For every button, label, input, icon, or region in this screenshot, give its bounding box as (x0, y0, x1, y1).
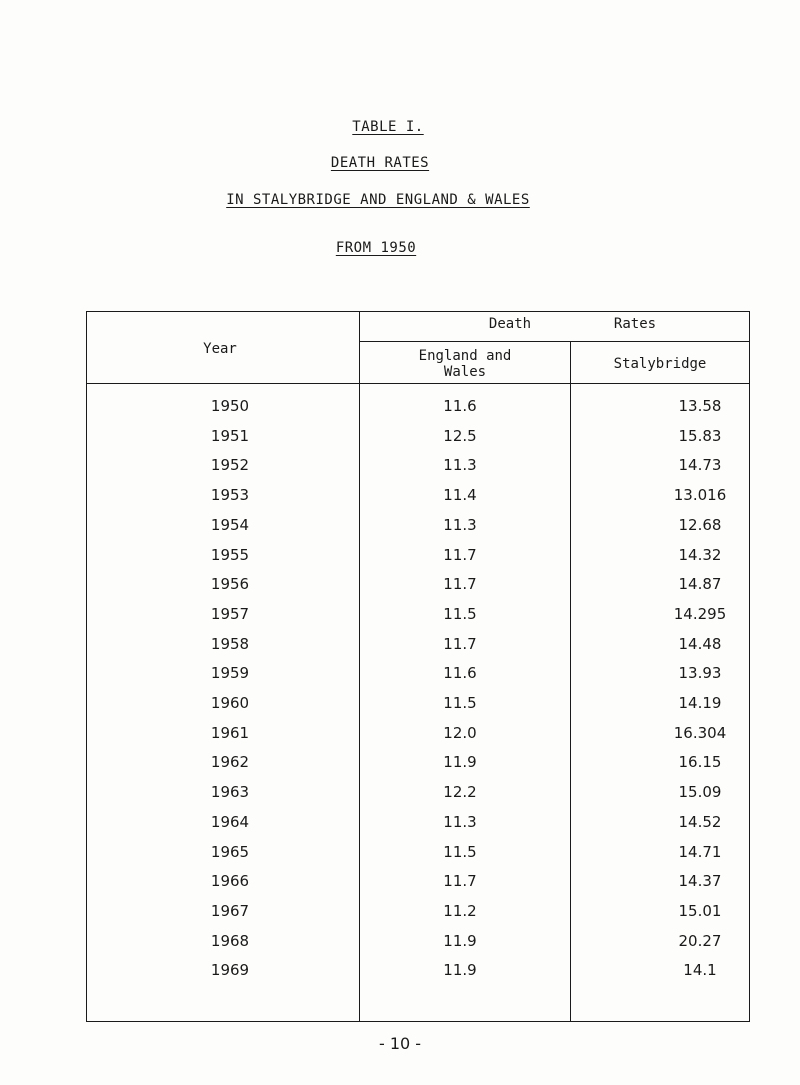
stalybridge-cell: 12.68 (678, 516, 722, 534)
stalybridge-cell: 14.52 (678, 813, 722, 831)
year-cell: 1959 (210, 664, 250, 682)
death-header: Death (488, 316, 532, 332)
table-title: DEATH RATES (330, 155, 430, 171)
england-wales-cell: 11.9 (443, 753, 477, 771)
stalybridge-cell: 14.37 (678, 872, 722, 890)
england-wales-cell: 11.7 (443, 546, 477, 564)
england-wales-cell: 11.3 (443, 456, 477, 474)
england-wales-cell: 11.5 (443, 605, 477, 623)
table-subtitle: IN STALYBRIDGE AND ENGLAND & WALES (226, 192, 530, 208)
year-cell: 1965 (210, 843, 250, 861)
year-cell: 1967 (210, 902, 250, 920)
header-bottom-rule (86, 383, 750, 384)
england-wales-cell: 11.6 (443, 664, 477, 682)
stalybridge-cell: 14.48 (678, 635, 722, 653)
england-wales-cell: 11.5 (443, 843, 477, 861)
england-wales-cell: 12.2 (443, 783, 477, 801)
year-cell: 1960 (210, 694, 250, 712)
year-cell: 1957 (210, 605, 250, 623)
stalybridge-cell: 14.32 (678, 546, 722, 564)
stalybridge-cell: 13.016 (673, 486, 727, 504)
year-cell: 1958 (210, 635, 250, 653)
table-left-rule (86, 311, 87, 1022)
year-cell: 1969 (210, 961, 250, 979)
england-wales-cell: 11.7 (443, 635, 477, 653)
stalybridge-cell: 14.295 (673, 605, 727, 623)
year-cell: 1968 (210, 932, 250, 950)
rates-header: Rates (613, 316, 657, 332)
year-cell: 1966 (210, 872, 250, 890)
england-wales-cell: 12.0 (443, 724, 477, 742)
year-cell: 1961 (210, 724, 250, 742)
year-cell: 1951 (210, 427, 250, 445)
stalybridge-header: Stalybridge (613, 356, 707, 372)
year-cell: 1963 (210, 783, 250, 801)
year-cell: 1953 (210, 486, 250, 504)
england-wales-cell: 11.3 (443, 516, 477, 534)
stalybridge-cell: 14.1 (683, 961, 717, 979)
stalybridge-cell: 15.09 (678, 783, 722, 801)
table-period: FROM 1950 (335, 240, 417, 256)
stalybridge-cell: 20.27 (678, 932, 722, 950)
stalybridge-cell: 15.01 (678, 902, 722, 920)
year-cell: 1955 (210, 546, 250, 564)
england-wales-cell: 12.5 (443, 427, 477, 445)
stalybridge-cell: 14.73 (678, 456, 722, 474)
england-wales-cell: 11.2 (443, 902, 477, 920)
stalybridge-cell: 15.83 (678, 427, 722, 445)
year-cell: 1952 (210, 456, 250, 474)
rates-subheader-rule (359, 341, 750, 342)
year-column-rule (359, 311, 360, 1022)
year-header: Year (203, 341, 237, 357)
stalybridge-cell: 16.15 (678, 753, 722, 771)
year-cell: 1964 (210, 813, 250, 831)
stalybridge-cell: 13.58 (678, 397, 722, 415)
england-wales-cell: 11.5 (443, 694, 477, 712)
page-number: - 10 - (378, 1034, 422, 1053)
england-wales-cell: 11.7 (443, 575, 477, 593)
england-wales-cell: 11.9 (443, 961, 477, 979)
stalybridge-cell: 16.304 (673, 724, 727, 742)
stalybridge-cell: 14.87 (678, 575, 722, 593)
england-wales-cell: 11.3 (443, 813, 477, 831)
rates-column-rule (570, 341, 571, 1022)
table-label: TABLE I. (352, 119, 424, 135)
year-cell: 1950 (210, 397, 250, 415)
table-bottom-rule (86, 1021, 750, 1022)
year-cell: 1962 (210, 753, 250, 771)
england-wales-header: England and Wales (418, 348, 512, 380)
england-wales-cell: 11.6 (443, 397, 477, 415)
stalybridge-cell: 13.93 (678, 664, 722, 682)
england-wales-cell: 11.9 (443, 932, 477, 950)
england-wales-cell: 11.7 (443, 872, 477, 890)
stalybridge-cell: 14.19 (678, 694, 722, 712)
year-cell: 1956 (210, 575, 250, 593)
stalybridge-cell: 14.71 (678, 843, 722, 861)
year-cell: 1954 (210, 516, 250, 534)
table-top-rule (86, 311, 750, 312)
england-wales-cell: 11.4 (443, 486, 477, 504)
